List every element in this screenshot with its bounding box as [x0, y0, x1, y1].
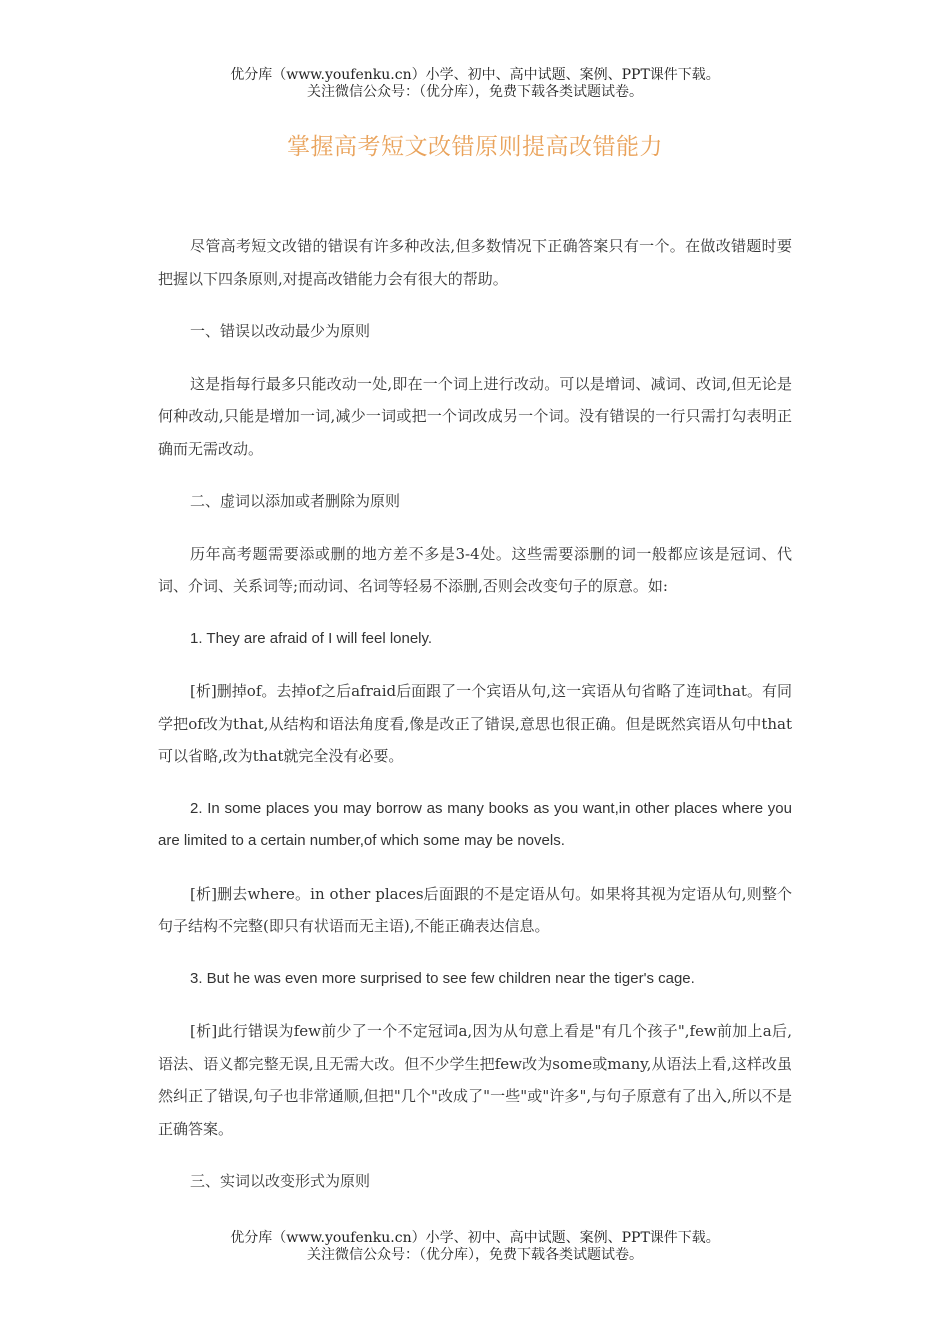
example-sentence-2: 2. In some places you may borrow as many books as you want,in other places where you are limited to a certain number,of which some may be novels.: [158, 799, 792, 849]
header-line-1: 优分库（www.youfenku.cn）小学、初中、高中试题、案例、PPT课件下载。: [230, 67, 720, 83]
analysis-paragraph-3: [析]此行错误为few前少了一个不定冠词a,因为从句意上看是"有几个孩子",few前加上a后,语法、语义都完整无误,且无需大改。但不少学生把few改为some或many,从语法上看,这样改虽然纠正了错误,句子也非常通顺,但把"几个"改成了"一些"或"许多",与句子原意有了出入,所以不是正确答案。: [158, 1022, 792, 1138]
section-heading-1: 一、错误以改动最少为原则: [190, 322, 371, 340]
page-header: [0, 67, 950, 101]
body-paragraph: 这是指每行最多只能改动一处,即在一个词上进行改动。可以是增词、减词、改词,但无论是何种改动,只能是增加一词,减少一词或把一个词改成另一个词。没有错误的一行只需打勾表明正确而无需改动。: [158, 374, 792, 458]
section-heading-2: 二、虚词以添加或者删除为原则: [190, 492, 401, 510]
example-sentence-1: 1. They are afraid of I will feel lonely.: [190, 629, 433, 647]
analysis-paragraph-2: [析]删去where。in other places后面跟的不是定语从句。如果将其视为定语从句,则整个句子结构不完整(即只有状语而无主语),不能正确表达信息。: [158, 884, 792, 935]
document-title: 掌握高考短文改错原则提高改错能力: [287, 134, 663, 160]
analysis-paragraph-1: [析]删掉of。去掉of之后afraid后面跟了一个宾语从句,这一宾语从句省略了连词that。有同学把of改为that,从结构和语法角度看,像是改正了错误,意思也很正确。但是既然宾语从句中that可以省略,改为that就完全没有必要。: [158, 682, 792, 765]
section-heading-3: 三、实词以改变形式为原则: [190, 1172, 371, 1190]
header-line-2: 关注微信公众号：（优分库），免费下载各类试题试卷。: [307, 84, 643, 100]
body-paragraph: 历年高考题需要添或删的地方差不多是3-4处。这些需要添删的词一般都应该是冠词、代词、介词、关系词等;而动词、名词等轻易不添删,否则会改变句子的原意。如:: [158, 544, 792, 595]
document-body: [158, 230, 792, 1218]
intro-paragraph: 尽管高考短文改错的错误有许多种改法,但多数情况下正确答案只有一个。在做改错题时要把握以下四条原则,对提高改错能力会有很大的帮助。: [158, 237, 792, 288]
page-footer: [0, 1230, 950, 1264]
footer-line-1: 优分库（www.youfenku.cn）小学、初中、高中试题、案例、PPT课件下载。: [230, 1230, 720, 1246]
example-sentence-3: 3. But he was even more surprised to see few children near the tiger's cage.: [190, 969, 695, 987]
footer-line-2: 关注微信公众号：（优分库），免费下载各类试题试卷。: [307, 1247, 643, 1263]
